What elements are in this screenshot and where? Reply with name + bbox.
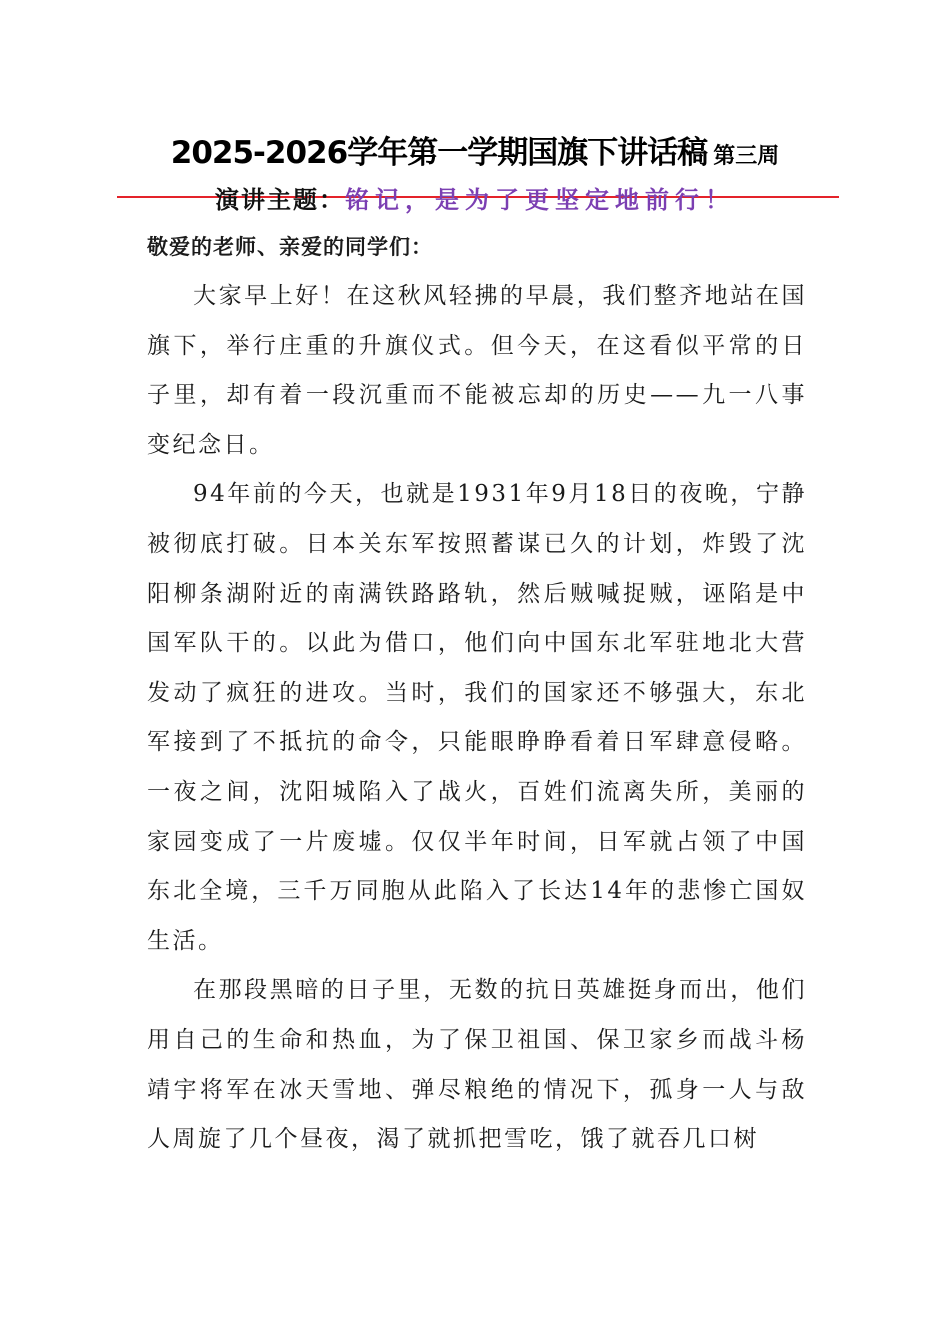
paragraph-1: 大家早上好！在这秋风轻拂的早晨，我们整齐地站在国旗下，举行庄重的升旗仪式。但今天，在这看似平常的日子里，却有着一段沉重而不能被忘却的历史——九一八事变纪念日。	[147, 283, 807, 458]
speech-body	[147, 222, 807, 1165]
speech-theme-label: 演讲主题：	[215, 185, 345, 214]
paragraph-3: 在那段黑暗的日子里，无数的抗日英雄挺身而出，他们用自己的生命和热血，为了保卫祖国、保卫家乡而战斗杨靖宇将军在冰天雪地、弹尽粮绝的情况下，孤身一人与敌人周旋了几个昼夜，渴了就抓把雪吃，饿了就吞几口树	[147, 977, 807, 1153]
speech-theme	[0, 178, 950, 222]
paragraph-2: 94年前的今天，也就是1931年9月18日的夜晚，宁静被彻底打破。日本关东军按照蓄谋已久的计划，炸毁了沈阳柳条湖附近的南满铁路路轨，然后贼喊捉贼，诬陷是中国军队干的。以此为借口，他们向中国东北军驻地北大营发动了疯狂的进攻。当时，我们的国家还不够强大，东北军接到了不抵抗的命令，只能眼睁睁看着日军肆意侵略。一夜之间，沈阳城陷入了战火，百姓们流离失所，美丽的家园变成了一片废墟。仅仅半年时间，日军就占领了中国东北全境，三千万同胞从此陷入了长达14年的悲惨亡国奴生活。	[147, 481, 807, 954]
title-main: 2025-2026学年第一学期国旗下讲话稿	[170, 135, 708, 171]
speech-theme-text: 铭记，是为了更坚定地前行！	[345, 185, 735, 214]
title-week-label: 第三周	[713, 144, 780, 169]
document-title	[0, 128, 950, 183]
greeting: 敬爱的老师、亲爱的同学们：	[147, 235, 433, 259]
